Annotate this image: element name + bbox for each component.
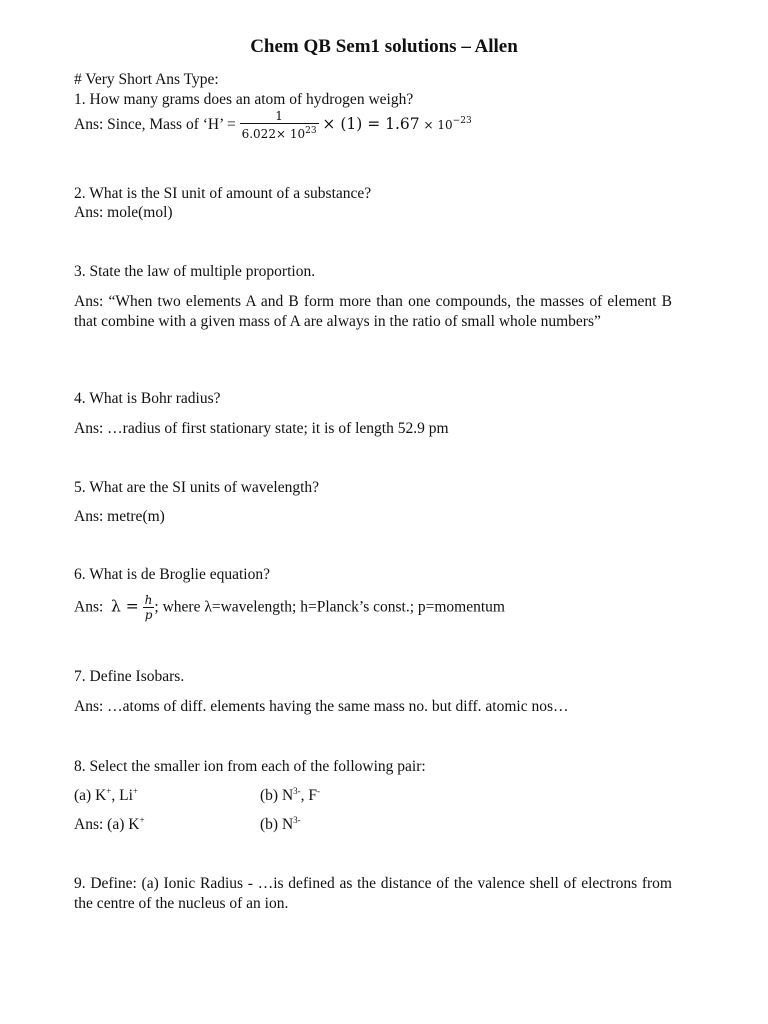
pair-a-second: , Li (111, 787, 133, 805)
pair-a (74, 786, 138, 805)
answer-8a-text: Ans: (a) K (74, 816, 140, 834)
de-broglie-numerator: h (144, 593, 153, 607)
mass-fraction (240, 110, 319, 141)
de-broglie-denominator: p (143, 607, 155, 622)
answer-8a (74, 815, 145, 834)
question-7: 7. Define Isobars. (74, 668, 185, 685)
page-title: Chem QB Sem1 solutions – Allen (250, 36, 518, 57)
pair-b-second: , F (300, 787, 318, 805)
answer-8b-text: (b) N (260, 816, 294, 834)
question-6: 6. What is de Broglie equation? (74, 566, 270, 583)
answer-8b-charge: 3- (293, 815, 301, 825)
answer-1-times: × 10 (423, 118, 453, 133)
de-broglie-fraction (143, 594, 155, 622)
pair-a-text: (a) K (74, 787, 107, 805)
answer-5: Ans: metre(m) (74, 508, 165, 525)
pair-b (260, 786, 320, 805)
lambda-symbol: λ = (111, 597, 139, 616)
pair-b-charge: 3- (293, 786, 301, 796)
pair-b-charge-2: - (317, 786, 321, 796)
question-8: 8. Select the smaller ion from each of the following pair: (74, 758, 426, 775)
answer-8a-charge: + (139, 815, 145, 825)
question-9: 9. Define: (a) Ionic Radius - …is defined as the distance of the valence shell of electrons from the centre of the nucleus of an ion. (74, 875, 672, 912)
answer-3: Ans: “When two elements A and B form more than one compounds, the masses of element B that combine with a given mass of A are always in the ratio of small whole numbers” (74, 293, 672, 330)
pair-b-text: (b) N (260, 787, 294, 805)
question-5: 5. What are the SI units of wavelength? (74, 479, 320, 496)
answer-1-result: × (1) = 1.67 (322, 115, 420, 134)
denominator-base: 6.022× 10 (241, 127, 306, 141)
mass-fraction-numerator: 1 (275, 109, 283, 123)
answer-1-prefix: Ans: Since, Mass of ‘H’ = (74, 116, 236, 134)
denominator-exponent: 23 (305, 126, 317, 136)
pair-a-charge: + (106, 786, 112, 796)
answer-6 (74, 594, 505, 622)
question-4: 4. What is Bohr radius? (74, 390, 221, 407)
question-3: 3. State the law of multiple proportion. (74, 263, 316, 280)
answer-4: Ans: …radius of first stationary state; it is of length 52.9 pm (74, 420, 449, 437)
section-heading: # Very Short Ans Type: (74, 71, 219, 88)
answer-1-exponent: −23 (452, 115, 472, 126)
answer-2: Ans: mole(mol) (74, 204, 173, 221)
answer-6-prefix: Ans: (74, 598, 104, 616)
answer-7: Ans: …atoms of diff. elements having the same mass no. but diff. atomic nos… (74, 698, 569, 715)
question-2: 2. What is the SI unit of amount of a substance? (74, 185, 372, 202)
mass-fraction-denominator (240, 123, 319, 141)
pair-a-charge-2: + (132, 786, 138, 796)
answer-8b (260, 815, 301, 834)
answer-6-rest: ; where λ=wavelength; h=Planck’s const.; p=momentum (154, 598, 505, 616)
answer-1 (74, 110, 472, 141)
question-1: 1. How many grams does an atom of hydrogen weigh? (74, 91, 414, 108)
